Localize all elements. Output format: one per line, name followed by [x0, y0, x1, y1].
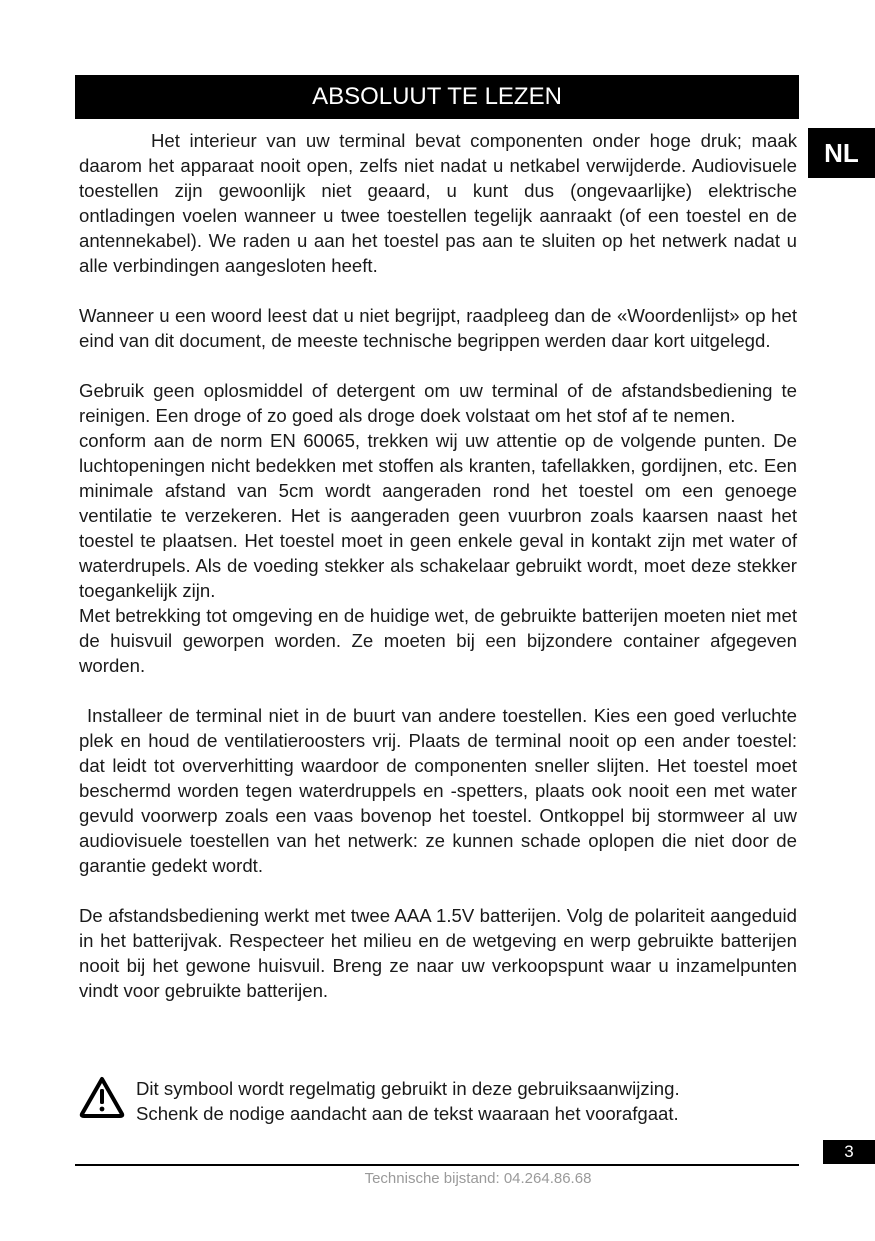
warning-note-line-2: Schenk de nodige aandacht aan de tekst waaraan het voorafgaat. — [136, 1103, 679, 1124]
section-title-bar — [75, 75, 799, 119]
section-title: ABSOLUUT TE LEZEN — [312, 83, 562, 110]
warning-triangle-icon — [79, 1076, 125, 1118]
footer-divider — [75, 1164, 799, 1166]
paragraph-ventilation: conform aan de norm EN 60065, trekken wij uw attentie op de volgende punten. De luchtopeningen nicht bedekken met stoffen als kranten, tafellakken, gordijnen, etc. Een minimale afstand van 5cm wordt aangeraden rond het toestel om een genoege ventilatie te verzekeren. Het is aangeraden geen vuurbron zoals kaarsen naast het toestel te plaatsen. Het toestel moet in geen enkele geval in kontakt zijn met water of waterdrupels. Als de voeding stekker als schakelaar gebruikt wordt, moet deze stekker toegankelijk zijn. — [79, 430, 797, 601]
page-number-label: 3 — [844, 1142, 854, 1161]
body-text — [79, 128, 797, 1003]
language-label: NL — [824, 137, 859, 168]
paragraph-safety: Het interieur van uw terminal bevat componenten onder hoge druk; maak daarom het apparaat nooit open, zelfs niet nadat u netkabel verwijderde. Audiovisuele toestellen zijn gewoonlijk niet geaard, u kunt dus (ongevaarlijke) elektrische ontladingen voelen wanneer u twee toestellen tegelijk aanraakt (of een toestel en de antennekabel). We raden u aan het toestel pas aan te sluiten op het netwerk nadat u alle verbindingen aangesloten heeft. — [79, 130, 797, 276]
page-number — [823, 1140, 875, 1164]
language-tab — [808, 128, 875, 178]
paragraph-remote-batteries: De afstandsbediening werkt met twee AAA 1.5V batterijen. Volg de polariteit aangeduid in het batterijvak. Respecteer het milieu en de wetgeving en werp gebruikte batterijen nooit bij het gewone huisvuil. Breng ze naar uw verkoopspunt waar u inzamelpunten vindt voor gebruikte batterijen. — [79, 905, 797, 1001]
paragraph-glossary: Wanneer u een woord leest dat u niet begrijpt, raadpleeg dan de «Woordenlijst» op het eind van dit document, de meeste technische begrippen werden daar kort uitgelegd. — [79, 305, 797, 351]
warning-note-text — [136, 1076, 680, 1126]
paragraph-cleaning: Gebruik geen oplosmiddel of detergent om uw terminal of de afstandsbediening te reinigen. Een droge of zo goed als droge doek volstaat om het stof af te nemen. — [79, 380, 797, 426]
footer-support-line: Technische bijstand: 04.264.86.68 — [364, 1170, 592, 1187]
paragraph-installation: Installeer de terminal niet in de buurt van andere toestellen. Kies een goed verluchte plek en houd de ventilatieroosters vrij. Plaats de terminal nooit op een ander toestel: dat leidt tot oververhitting waardoor de componenten sneller slijten. Het toestel moet beschermd worden tegen waterdruppels en -spetters, plaats ook nooit een met water gevuld voorwerp zoals een vaas bovenop het toestel. Ontkoppel bij stormweer al uw audiovisuele toestellen van het netwerk: ze kunnen schade oplopen die niet door de garantie gedekt wordt. — [79, 705, 797, 876]
warning-note-line-1: Dit symbool wordt regelmatig gebruikt in deze gebruiksaanwijzing. — [136, 1078, 680, 1099]
warning-note — [79, 1076, 779, 1126]
paragraph-batteries-disposal: Met betrekking tot omgeving en de huidige wet, de gebruikte batterijen moeten niet met de huisvuil geworpen worden. Ze moeten bij een bijzondere container afgegeven worden. — [79, 605, 797, 676]
